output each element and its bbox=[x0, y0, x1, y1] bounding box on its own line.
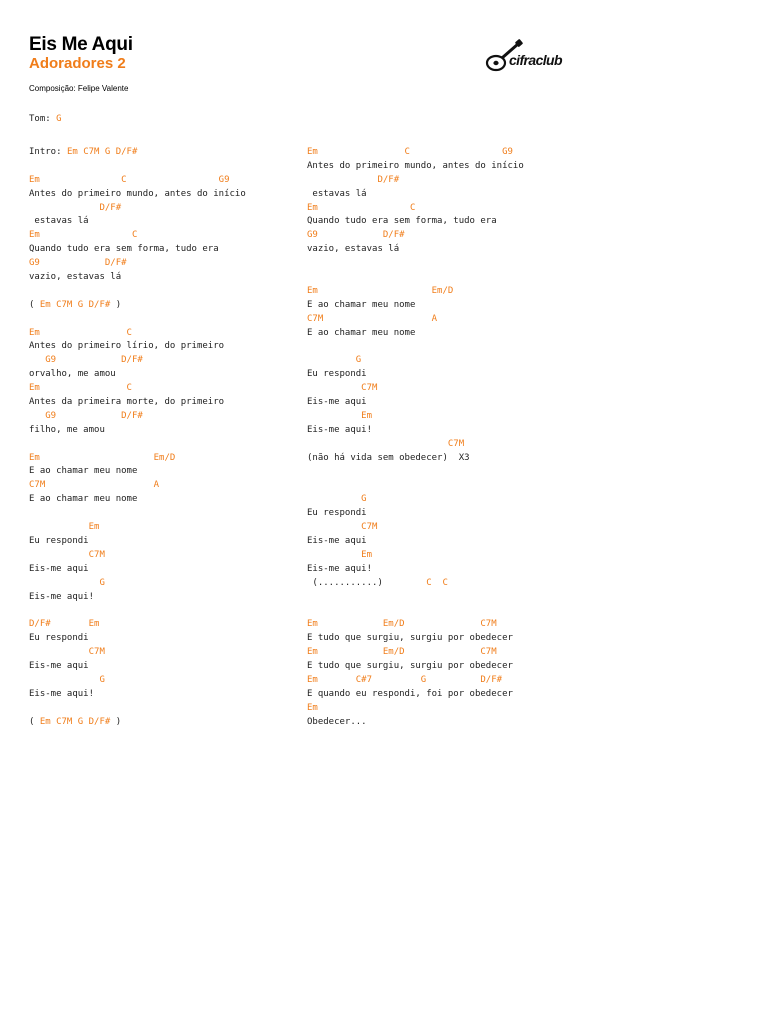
chord-line[interactable]: Em C bbox=[29, 327, 132, 338]
chord-line[interactable]: G bbox=[307, 355, 362, 366]
chord-line[interactable]: Em C G9 bbox=[29, 174, 230, 185]
lyric-line: Eis-me aqui bbox=[29, 660, 89, 671]
chord[interactable]: C C bbox=[426, 577, 448, 588]
chord-line[interactable]: G9 D/F# bbox=[29, 410, 143, 421]
chord-line[interactable]: Em C#7 G D/F# bbox=[307, 674, 503, 685]
chord-line[interactable]: Em bbox=[29, 522, 100, 533]
artist-name[interactable]: Adoradores 2 bbox=[29, 55, 126, 72]
chord-line[interactable]: Em C bbox=[29, 230, 138, 241]
chord-line[interactable]: C7M bbox=[29, 549, 105, 560]
lyric-line: Eu respondi bbox=[307, 508, 367, 519]
lyric-line: E ao chamar meu nome bbox=[307, 327, 416, 338]
chord-line[interactable]: Em bbox=[307, 410, 373, 421]
lyric-line: E tudo que surgiu, surgiu por obedecer bbox=[307, 633, 513, 644]
line-text: ) bbox=[110, 299, 122, 310]
chord-line[interactable]: C7M A bbox=[29, 480, 160, 491]
cifraclub-logo[interactable] bbox=[484, 37, 580, 75]
blank-line bbox=[307, 604, 524, 618]
blank-line bbox=[29, 313, 246, 327]
key-indicator bbox=[29, 113, 62, 126]
lyric-line: Eis-me aqui! bbox=[307, 563, 373, 574]
lyric-line: (não há vida sem obedecer) X3 bbox=[307, 452, 470, 463]
blank-line bbox=[307, 257, 524, 271]
blank-line bbox=[29, 285, 246, 299]
blank-line bbox=[29, 604, 246, 618]
lyric-line: Eis-me aqui bbox=[307, 397, 367, 408]
lyric-line: estavas lá bbox=[307, 188, 367, 199]
line-text: Intro: bbox=[29, 147, 67, 157]
chord[interactable]: Em C7M G D/F# bbox=[39, 716, 111, 727]
lyric-line: E ao chamar meu nome bbox=[29, 494, 138, 505]
lyric-line: filho, me amou bbox=[29, 424, 105, 435]
chord-line[interactable]: C7M bbox=[29, 647, 105, 658]
blank-line bbox=[307, 465, 524, 479]
blank-line bbox=[29, 507, 246, 521]
lyric-line: Eis-me aqui! bbox=[307, 424, 373, 435]
chord-line[interactable]: Em Em/D bbox=[29, 452, 176, 463]
lyric-line: estavas lá bbox=[29, 216, 89, 227]
lyric-line: Eis-me aqui bbox=[29, 563, 89, 574]
chord-line[interactable]: Em Em/D C7M bbox=[307, 619, 497, 630]
blank-line bbox=[29, 160, 246, 174]
lyric-line: vazio, estavas lá bbox=[29, 272, 122, 283]
chord-line[interactable]: G9 D/F# bbox=[307, 230, 405, 241]
line-text: (...........) bbox=[307, 577, 427, 588]
chord[interactable]: Em C7M G D/F# bbox=[39, 299, 111, 310]
logo-wordmark: cifraclub bbox=[509, 52, 562, 68]
blank-line bbox=[307, 591, 524, 605]
blank-line bbox=[29, 438, 246, 452]
chord-line[interactable]: C7M bbox=[307, 383, 378, 394]
lyric-line: E quando eu respondi, foi por obedecer bbox=[307, 688, 513, 699]
chord-line[interactable]: C7M bbox=[307, 438, 465, 449]
chord-line[interactable]: Em Em/D bbox=[307, 285, 454, 296]
chord-line[interactable]: G9 D/F# bbox=[29, 355, 143, 366]
lyric-line: Eu respondi bbox=[307, 369, 367, 380]
key-value[interactable]: G bbox=[56, 114, 62, 124]
chord-line[interactable]: G bbox=[307, 494, 367, 505]
blank-line bbox=[307, 479, 524, 493]
chord-line[interactable]: Em C G9 bbox=[307, 147, 513, 157]
chord-line[interactable]: D/F# bbox=[29, 202, 122, 213]
line-text: ( bbox=[29, 299, 40, 310]
lyric-line: Eis-me aqui! bbox=[29, 688, 95, 699]
blank-line bbox=[307, 271, 524, 285]
mixed-line bbox=[307, 577, 524, 591]
chord[interactable]: Em C7M G D/F# bbox=[66, 147, 138, 157]
lyric-line: E tudo que surgiu, surgiu por obedecer bbox=[307, 660, 513, 671]
chord-line[interactable]: Em C bbox=[307, 202, 416, 213]
line-text: ( bbox=[29, 716, 40, 727]
chord-line[interactable]: G9 D/F# bbox=[29, 258, 127, 269]
lyric-line: E ao chamar meu nome bbox=[307, 299, 416, 310]
chord-line[interactable]: D/F# Em bbox=[29, 619, 100, 630]
left-column bbox=[29, 146, 246, 729]
lyric-line: Antes do primeiro mundo, antes do início bbox=[29, 188, 246, 199]
blank-line bbox=[29, 702, 246, 716]
composer-credit: Composição: Felipe Valente bbox=[29, 84, 129, 93]
right-column bbox=[307, 146, 524, 729]
song-title: Eis Me Aqui bbox=[29, 34, 133, 55]
lyric-line: Eis-me aqui bbox=[307, 535, 367, 546]
line-text: ) bbox=[110, 716, 122, 727]
lyric-line: E ao chamar meu nome bbox=[29, 466, 138, 477]
lyric-line: Antes da primeira morte, do primeiro bbox=[29, 397, 225, 408]
lyric-line: Quando tudo era sem forma, tudo era bbox=[307, 216, 497, 227]
lyric-line: orvalho, me amou bbox=[29, 369, 116, 380]
chord-line[interactable]: Em Em/D C7M bbox=[307, 647, 497, 658]
lyric-line: Eis-me aqui! bbox=[29, 591, 95, 602]
chord-line[interactable]: Em bbox=[307, 549, 373, 560]
mixed-line bbox=[29, 716, 246, 730]
lyric-line: Eu respondi bbox=[29, 633, 89, 644]
key-label: Tom: bbox=[29, 114, 57, 124]
chord-line[interactable]: Em bbox=[307, 702, 318, 713]
lyric-line: Obedecer... bbox=[307, 716, 367, 727]
lyric-line: Eu respondi bbox=[29, 535, 89, 546]
chord-line[interactable]: C7M A bbox=[307, 313, 438, 324]
mixed-line bbox=[29, 146, 246, 160]
chord-line[interactable]: G bbox=[29, 577, 105, 588]
blank-line bbox=[307, 340, 524, 354]
chord-line[interactable]: G bbox=[29, 674, 105, 685]
lyric-line: Quando tudo era sem forma, tudo era bbox=[29, 244, 219, 255]
chord-line[interactable]: Em C bbox=[29, 383, 132, 394]
chord-line[interactable]: C7M bbox=[307, 522, 378, 533]
chord-line[interactable]: D/F# bbox=[307, 174, 400, 185]
lyric-line: Antes do primeiro lírio, do primeiro bbox=[29, 341, 225, 352]
lyric-line: vazio, estavas lá bbox=[307, 244, 400, 255]
mixed-line bbox=[29, 299, 246, 313]
lyric-line: Antes do primeiro mundo, antes do início bbox=[307, 160, 524, 171]
